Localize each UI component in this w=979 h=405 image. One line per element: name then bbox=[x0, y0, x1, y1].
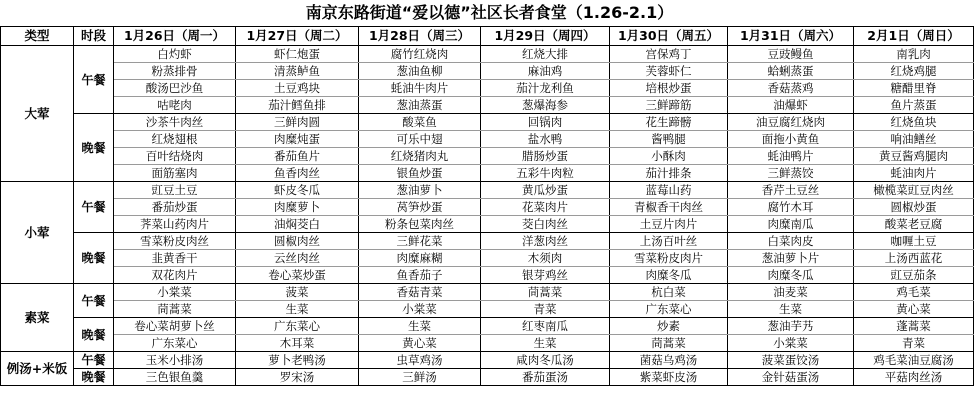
category-label-small-meat: 小荤 bbox=[1, 182, 74, 284]
dish-cell: 青菜 bbox=[854, 335, 974, 352]
dish-cell: 沙茶牛肉丝 bbox=[114, 114, 236, 131]
dish-cell: 豇豆茄条 bbox=[854, 267, 974, 284]
dish-cell: 广东菜心 bbox=[610, 301, 728, 318]
dish-cell: 酸汤巴沙鱼 bbox=[114, 80, 236, 97]
dish-cell: 云丝肉丝 bbox=[236, 250, 359, 267]
dish-cell: 面拖小黄鱼 bbox=[728, 131, 854, 148]
dish-cell: 肉糜炖蛋 bbox=[236, 131, 359, 148]
dish-cell: 莴笋炒蛋 bbox=[359, 199, 481, 216]
dish-cell: 腊肠炒蛋 bbox=[481, 148, 610, 165]
meal-label-lunch: 午餐 bbox=[74, 284, 114, 318]
dish-cell: 生菜 bbox=[728, 301, 854, 318]
dish-cell: 虾仁炮蛋 bbox=[236, 46, 359, 63]
dish-cell: 广东菜心 bbox=[236, 318, 359, 335]
table-body bbox=[1, 46, 974, 386]
dish-cell: 圆椒炒蛋 bbox=[854, 199, 974, 216]
dish-cell: 糖醋里脊 bbox=[854, 80, 974, 97]
dish-cell: 腐竹木耳 bbox=[728, 199, 854, 216]
dish-cell: 清蒸鲈鱼 bbox=[236, 63, 359, 80]
header-row bbox=[1, 27, 974, 46]
dish-cell: 五彩牛肉粒 bbox=[481, 165, 610, 182]
dish-cell: 虾皮冬瓜 bbox=[236, 182, 359, 199]
dish-cell: 宫保鸡丁 bbox=[610, 46, 728, 63]
dish-cell: 平菇肉丝汤 bbox=[854, 369, 974, 386]
table-row bbox=[1, 301, 974, 318]
dish-cell: 豇豆土豆 bbox=[114, 182, 236, 199]
dish-cell: 响油鳝丝 bbox=[854, 131, 974, 148]
dish-cell: 三鲜蒸饺 bbox=[728, 165, 854, 182]
dish-cell: 韭黄香干 bbox=[114, 250, 236, 267]
dish-cell: 蚝油肉片 bbox=[854, 165, 974, 182]
dish-cell: 小棠菜 bbox=[728, 335, 854, 352]
dish-cell: 咸肉冬瓜汤 bbox=[481, 352, 610, 369]
dish-cell: 鱼香肉丝 bbox=[236, 165, 359, 182]
dish-cell: 肉糜萝卜 bbox=[236, 199, 359, 216]
dish-cell: 菠菜蛋饺汤 bbox=[728, 352, 854, 369]
dish-cell: 豆豉鳗鱼 bbox=[728, 46, 854, 63]
dish-cell: 香芹土豆丝 bbox=[728, 182, 854, 199]
meal-label-dinner: 晚餐 bbox=[74, 233, 114, 284]
dish-cell: 萝卜老鸭汤 bbox=[236, 352, 359, 369]
dish-cell: 虫草鸡汤 bbox=[359, 352, 481, 369]
dish-cell: 葱油芋艿 bbox=[728, 318, 854, 335]
dish-cell: 茄汁鳕鱼排 bbox=[236, 97, 359, 114]
dish-cell: 白菜肉皮 bbox=[728, 233, 854, 250]
dish-cell: 肉糜麻糊 bbox=[359, 250, 481, 267]
dish-cell: 酱鸭腿 bbox=[610, 131, 728, 148]
dish-cell: 南乳肉 bbox=[854, 46, 974, 63]
dish-cell: 酸菜老豆腐 bbox=[854, 216, 974, 233]
dish-cell: 青椒香干肉丝 bbox=[610, 199, 728, 216]
dish-cell: 荠菜山药肉片 bbox=[114, 216, 236, 233]
dish-cell: 回锅肉 bbox=[481, 114, 610, 131]
table-row bbox=[1, 284, 974, 301]
dish-cell: 紫菜虾皮汤 bbox=[610, 369, 728, 386]
table-row bbox=[1, 46, 974, 63]
table-row bbox=[1, 267, 974, 284]
dish-cell: 炒素 bbox=[610, 318, 728, 335]
table-row bbox=[1, 63, 974, 80]
dish-cell: 黄瓜炒蛋 bbox=[481, 182, 610, 199]
meal-label-dinner: 晚餐 bbox=[74, 318, 114, 352]
header-day-sun: 2月1日（周日） bbox=[854, 27, 974, 46]
dish-cell: 木耳菜 bbox=[236, 335, 359, 352]
table-row bbox=[1, 233, 974, 250]
dish-cell: 橄榄菜豇豆肉丝 bbox=[854, 182, 974, 199]
dish-cell: 洋葱肉丝 bbox=[481, 233, 610, 250]
table-row bbox=[1, 352, 974, 369]
dish-cell: 茼蒿菜 bbox=[610, 335, 728, 352]
dish-cell: 黄心菜 bbox=[359, 335, 481, 352]
dish-cell: 麻油鸡 bbox=[481, 63, 610, 80]
dish-cell: 雪菜粉皮肉丝 bbox=[114, 233, 236, 250]
dish-cell: 蓬蒿菜 bbox=[854, 318, 974, 335]
dish-cell: 葱油萝卜 bbox=[359, 182, 481, 199]
dish-cell: 花生蹄髈 bbox=[610, 114, 728, 131]
dish-cell: 肉糜冬瓜 bbox=[610, 267, 728, 284]
dish-cell: 盐水鸭 bbox=[481, 131, 610, 148]
dish-cell: 油焖茭白 bbox=[236, 216, 359, 233]
dish-cell: 鸡毛菜油豆腐汤 bbox=[854, 352, 974, 369]
dish-cell: 卷心菜炒蛋 bbox=[236, 267, 359, 284]
header-period: 时段 bbox=[74, 27, 114, 46]
dish-cell: 土豆鸡块 bbox=[236, 80, 359, 97]
dish-cell: 卷心菜胡萝卜丝 bbox=[114, 318, 236, 335]
dish-cell: 腐竹红烧肉 bbox=[359, 46, 481, 63]
dish-cell: 肉糜南瓜 bbox=[728, 216, 854, 233]
dish-cell: 葱油萝卜片 bbox=[728, 250, 854, 267]
dish-cell: 番茄鱼片 bbox=[236, 148, 359, 165]
dish-cell: 小棠菜 bbox=[114, 284, 236, 301]
dish-cell: 芙蓉虾仁 bbox=[610, 63, 728, 80]
category-label-soup-rice: 例汤+米饭 bbox=[1, 352, 74, 386]
dish-cell: 蚝油牛肉片 bbox=[359, 80, 481, 97]
table-row bbox=[1, 250, 974, 267]
dish-cell: 生菜 bbox=[359, 318, 481, 335]
table-row bbox=[1, 216, 974, 233]
menu-table bbox=[0, 26, 974, 386]
dish-cell: 银鱼炒蛋 bbox=[359, 165, 481, 182]
page-title: 南京东路街道“爱以德”社区长者食堂（1.26-2.1） bbox=[305, 3, 674, 22]
dish-cell: 三鲜肉圆 bbox=[236, 114, 359, 131]
dish-cell: 上汤百叶丝 bbox=[610, 233, 728, 250]
dish-cell: 茼蒿菜 bbox=[481, 284, 610, 301]
dish-cell: 红烧翅根 bbox=[114, 131, 236, 148]
dish-cell: 肉糜冬瓜 bbox=[728, 267, 854, 284]
dish-cell: 茄汁龙利鱼 bbox=[481, 80, 610, 97]
table-row bbox=[1, 131, 974, 148]
dish-cell: 红枣南瓜 bbox=[481, 318, 610, 335]
dish-cell: 金针菇蛋汤 bbox=[728, 369, 854, 386]
dish-cell: 蛤蜊蒸蛋 bbox=[728, 63, 854, 80]
header-type: 类型 bbox=[1, 27, 74, 46]
dish-cell: 酸菜鱼 bbox=[359, 114, 481, 131]
dish-cell: 可乐中翅 bbox=[359, 131, 481, 148]
meal-label-lunch: 午餐 bbox=[74, 46, 114, 114]
dish-cell: 粉蒸排骨 bbox=[114, 63, 236, 80]
dish-cell: 三鲜蹄筋 bbox=[610, 97, 728, 114]
dish-cell: 红烧猪肉丸 bbox=[359, 148, 481, 165]
meal-label-lunch: 午餐 bbox=[74, 352, 114, 369]
table-row bbox=[1, 335, 974, 352]
table-row bbox=[1, 369, 974, 386]
dish-cell: 菠菜 bbox=[236, 284, 359, 301]
dish-cell: 葱油鱼柳 bbox=[359, 63, 481, 80]
dish-cell: 茭白肉丝 bbox=[481, 216, 610, 233]
dish-cell: 银芽鸡丝 bbox=[481, 267, 610, 284]
meal-label-dinner: 晚餐 bbox=[74, 114, 114, 182]
dish-cell: 粉条包菜肉丝 bbox=[359, 216, 481, 233]
dish-cell: 咖喱土豆 bbox=[854, 233, 974, 250]
dish-cell: 圆椒肉丝 bbox=[236, 233, 359, 250]
table-row bbox=[1, 148, 974, 165]
table-header bbox=[1, 27, 974, 46]
dish-cell: 玉米小排汤 bbox=[114, 352, 236, 369]
dish-cell: 百叶结烧肉 bbox=[114, 148, 236, 165]
table-row bbox=[1, 199, 974, 216]
dish-cell: 茄汁排条 bbox=[610, 165, 728, 182]
dish-cell: 油麦菜 bbox=[728, 284, 854, 301]
dish-cell: 生菜 bbox=[236, 301, 359, 318]
dish-cell: 罗宋汤 bbox=[236, 369, 359, 386]
category-label-big-meat: 大荤 bbox=[1, 46, 74, 182]
dish-cell: 红烧鱼块 bbox=[854, 114, 974, 131]
dish-cell: 广东菜心 bbox=[114, 335, 236, 352]
dish-cell: 三色银鱼羹 bbox=[114, 369, 236, 386]
header-day-tue: 1月27日（周二） bbox=[236, 27, 359, 46]
dish-cell: 小酥肉 bbox=[610, 148, 728, 165]
dish-cell: 香菇蒸鸡 bbox=[728, 80, 854, 97]
dish-cell: 茼蒿菜 bbox=[114, 301, 236, 318]
dish-cell: 生菜 bbox=[481, 335, 610, 352]
meal-label-lunch: 午餐 bbox=[74, 182, 114, 233]
dish-cell: 鱼片蒸蛋 bbox=[854, 97, 974, 114]
header-day-sat: 1月31日（周六） bbox=[728, 27, 854, 46]
dish-cell: 蓝莓山药 bbox=[610, 182, 728, 199]
dish-cell: 花菜肉片 bbox=[481, 199, 610, 216]
dish-cell: 香菇青菜 bbox=[359, 284, 481, 301]
dish-cell: 番茄炒蛋 bbox=[114, 199, 236, 216]
dish-cell: 红烧大排 bbox=[481, 46, 610, 63]
header-day-wed: 1月28日（周三） bbox=[359, 27, 481, 46]
dish-cell: 番茄蛋汤 bbox=[481, 369, 610, 386]
table-row bbox=[1, 318, 974, 335]
dish-cell: 上汤西蓝花 bbox=[854, 250, 974, 267]
dish-cell: 双花肉片 bbox=[114, 267, 236, 284]
dish-cell: 菌菇乌鸡汤 bbox=[610, 352, 728, 369]
dish-cell: 葱油蒸蛋 bbox=[359, 97, 481, 114]
dish-cell: 红烧鸡腿 bbox=[854, 63, 974, 80]
dish-cell: 葱爆海参 bbox=[481, 97, 610, 114]
dish-cell: 鸡毛菜 bbox=[854, 284, 974, 301]
table-row bbox=[1, 182, 974, 199]
dish-cell: 青菜 bbox=[481, 301, 610, 318]
dish-cell: 雪菜粉皮肉片 bbox=[610, 250, 728, 267]
dish-cell: 三鲜汤 bbox=[359, 369, 481, 386]
table-row bbox=[1, 97, 974, 114]
dish-cell: 鱼香茄子 bbox=[359, 267, 481, 284]
table-row bbox=[1, 114, 974, 131]
header-day-thu: 1月29日（周四） bbox=[481, 27, 610, 46]
dish-cell: 三鲜花菜 bbox=[359, 233, 481, 250]
dish-cell: 油爆虾 bbox=[728, 97, 854, 114]
table-row bbox=[1, 80, 974, 97]
dish-cell: 白灼虾 bbox=[114, 46, 236, 63]
header-day-mon: 1月26日（周一） bbox=[114, 27, 236, 46]
dish-cell: 木须肉 bbox=[481, 250, 610, 267]
dish-cell: 黄豆酱鸡腿肉 bbox=[854, 148, 974, 165]
table-row bbox=[1, 165, 974, 182]
dish-cell: 蚝油鸭片 bbox=[728, 148, 854, 165]
dish-cell: 咕咾肉 bbox=[114, 97, 236, 114]
dish-cell: 杭白菜 bbox=[610, 284, 728, 301]
dish-cell: 培根炒蛋 bbox=[610, 80, 728, 97]
dish-cell: 土豆片肉片 bbox=[610, 216, 728, 233]
dish-cell: 油豆腐红烧肉 bbox=[728, 114, 854, 131]
header-day-fri: 1月30日（周五） bbox=[610, 27, 728, 46]
dish-cell: 小棠菜 bbox=[359, 301, 481, 318]
dish-cell: 黄心菜 bbox=[854, 301, 974, 318]
meal-label-dinner: 晚餐 bbox=[74, 369, 114, 386]
dish-cell: 面筋塞肉 bbox=[114, 165, 236, 182]
category-label-vegetable: 素菜 bbox=[1, 284, 74, 352]
